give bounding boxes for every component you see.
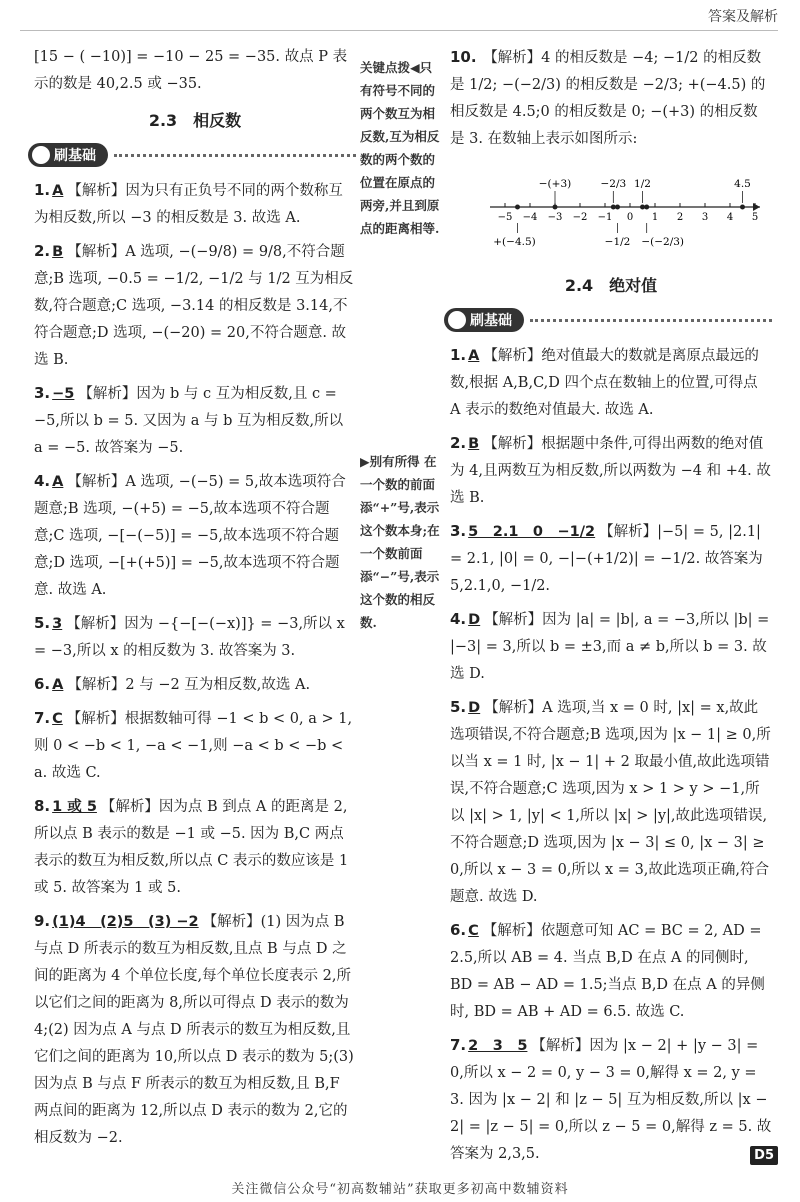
item-answer: B — [52, 244, 64, 260]
item-explanation: 【解析】因为 b 与 c 互为相反数,且 c = −5,所以 b = 5. 又因为 a 与 b 互为相反数,所以 a = −5. 故答案为 −5. — [34, 386, 344, 456]
item-answer: C — [52, 711, 63, 727]
item-answer: C — [468, 923, 479, 939]
tick-label: 4 — [726, 212, 734, 223]
item-number: 3. — [450, 522, 467, 540]
item-explanation: 【解析】A 选项, −(−5) = 5,故本选项符合题意;B 选项, −(+5) = −5,故本选项不符合题意;C 选项, −[−(−5)] = −5,故本选项不符合题意;D 选项, −[+(+5)] = −5,故本选项不符合题意. 故选 A. — [34, 474, 346, 598]
pen-icon — [448, 311, 466, 329]
item-number: 4. — [34, 472, 51, 490]
practice-badge — [444, 308, 524, 332]
item-number: 10. — [450, 48, 477, 66]
pen-icon — [32, 146, 50, 164]
item-explanation: 【解析】|−5| = 5, |2.1| = 2.1, |0| = 0, −|−(+1/2)| = −1/2. 故答案为 5,2.1,0, −1/2. — [450, 524, 763, 594]
point-marker — [740, 205, 745, 210]
side-notes — [360, 44, 444, 644]
page-header: 答案及解析 — [708, 9, 778, 25]
list-item — [34, 610, 356, 665]
point-marker — [615, 205, 620, 210]
section-title-2-3: 2.3 相反数 — [148, 111, 242, 130]
item-explanation: 【解析】依题意可知 AC = BC = 2, AD = 2.5,所以 AB = 4. 当点 B,D 在点 A 的同侧时, BD = AB − AD = 1.5;当点 B,D 在点 A 的异侧时, BD = AB + AD = 6.5. 故选 C. — [450, 923, 765, 1020]
dotted-divider — [114, 154, 356, 157]
banner-label: 刷基础 — [54, 148, 96, 164]
item-explanation: 【解析】绝对值最大的数就是离原点最远的数,根据 A,B,C,D 四个点在数轴上的位置,可得点 A 表示的数绝对值最大. 故选 A. — [450, 348, 759, 418]
item-number: 1. — [34, 181, 51, 199]
item-explanation: 【解析】因为 |x − 2| + |y − 3| = 0,所以 x − 2 = 0, y − 3 = 0,解得 x = 2, y = 3. 因为 |x − 2| 和 |z − 5| 互为相反数,所以 |x − 2| = |z − 5| = 0,所以 z − 5 = 0,解得 z = 5. 故答案为 2,3,5. — [450, 1038, 772, 1162]
item-explanation: 【解析】因为点 B 到点 A 的距离是 2,所以点 B 表示的数是 −1 或 −5. 因为 B,C 两点表示的数互为相反数,所以点 C 表示的数应该是 1 或 5. 故答案为 1 或 5. — [34, 799, 349, 896]
item-number: 2. — [34, 242, 51, 260]
list-item — [450, 342, 772, 424]
item-number: 8. — [34, 797, 51, 815]
point-label: −(+3) — [538, 178, 572, 190]
number-line-figure — [450, 159, 772, 259]
axis-arrow-icon — [753, 203, 760, 211]
practice-banner — [444, 308, 772, 332]
point-label: 4.5 — [734, 178, 751, 190]
list-item — [34, 908, 356, 1152]
item-number: 2. — [450, 434, 467, 452]
footer-notice: 关注微信公众号“初高数辅站”获取更多初高中数辅资料 — [231, 1182, 569, 1197]
tick-label: 0 — [626, 212, 634, 223]
point-label: 1/2 — [634, 178, 651, 190]
point-label: −1/2 — [604, 236, 631, 248]
tick-label: −2 — [572, 212, 588, 223]
item-number: 5. — [34, 614, 51, 632]
left-column — [34, 44, 356, 1158]
list-item — [450, 430, 772, 512]
item-explanation: 【解析】因为只有正负号不同的两个数称互为相反数,所以 −3 的相反数是 3. 故选 A. — [34, 183, 343, 226]
tick-label: −4 — [522, 212, 538, 223]
list-item — [450, 917, 772, 1026]
item-explanation: 【解析】根据数轴可得 −1 < b < 0, a > 1,则 0 < −b < 1, −a < −1,则 −a < b < −b < a. 故选 C. — [34, 711, 353, 781]
list-item — [450, 518, 772, 600]
header-divider — [20, 30, 778, 31]
item-number: 5. — [450, 698, 467, 716]
extra-note: ▶别有所得 在一个数的前面添“+”号,表示这个数本身;在一个数前面添“−”号,表示这个数的相反数. — [360, 454, 440, 630]
item-answer: 2 3 5 — [468, 1038, 528, 1054]
point-marker — [515, 205, 520, 210]
item-number: 7. — [450, 1036, 467, 1054]
dotted-divider — [530, 319, 772, 322]
list-item — [34, 380, 356, 462]
tick-label: 1 — [651, 212, 659, 223]
item-explanation: 【解析】根据题中条件,可得出两数的绝对值为 4,且两数互为相反数,所以两数为 −4 和 +4. 故选 B. — [450, 436, 771, 506]
tick-label: −1 — [597, 212, 613, 223]
tick-label: 5 — [751, 212, 759, 223]
list-item — [34, 238, 356, 374]
point-marker — [644, 205, 649, 210]
intro-text: [15 − ( −10)] = −10 − 25 = −35. 故点 P 表示的数是 40,2.5 或 −35. — [34, 49, 348, 92]
item-answer: A — [52, 183, 64, 199]
item-number: 6. — [34, 675, 51, 693]
list-item — [34, 671, 356, 699]
item-answer: B — [468, 436, 480, 452]
tick-label: 3 — [701, 212, 709, 223]
item-explanation: 【解析】因为 −{−[−(−x)]} = −3,所以 x = −3,所以 x 的相反数为 3. 故答案为 3. — [34, 616, 345, 659]
item-explanation: 【解析】因为 |a| = |b|, a = −3,所以 |b| = |−3| = 3,所以 b = ±3,而 a ≠ b,所以 b = 3. 故选 D. — [450, 612, 770, 682]
item-answer: D — [468, 700, 481, 716]
item-answer: D — [468, 612, 481, 628]
list-item — [34, 705, 356, 787]
item-number: 3. — [34, 384, 51, 402]
item-answer: 5 2.1 0 −1/2 — [468, 524, 596, 540]
point-label: +(−4.5) — [493, 236, 536, 248]
item-text: 【解析】4 的相反数是 −4; −1/2 的相反数是 1/2; −(−2/3) 的相反数是 −2/3; +(−4.5) 的相反数是 4.5;0 的相反数是 0; −(+3) 的相反数是 3. 在数轴上表示如图所示: — [450, 50, 766, 147]
list-item — [34, 177, 356, 232]
page-number: D5 — [750, 1146, 778, 1165]
key-point-note: 关键点拨◀只有符号不同的两个数互为相反数,互为相反数的两个数的位置在原点的两旁,并且到原点的距离相等. — [360, 60, 440, 236]
item-answer: 3 — [52, 616, 63, 632]
item-number: 9. — [34, 912, 51, 930]
right-column — [450, 44, 772, 1174]
list-item — [450, 44, 772, 153]
right-answer-list — [450, 342, 772, 1168]
item-answer: (1)4 (2)5 (3) −2 — [52, 914, 199, 930]
item-answer: A — [52, 474, 64, 490]
tick-label: −3 — [547, 212, 563, 223]
item-number: 4. — [450, 610, 467, 628]
left-answer-list — [34, 177, 356, 1152]
list-item — [450, 606, 772, 688]
list-item — [450, 694, 772, 911]
item-number: 7. — [34, 709, 51, 727]
point-label: −2/3 — [600, 178, 627, 190]
tick-label: 2 — [676, 212, 684, 223]
section-title-2-4: 2.4 绝对值 — [564, 276, 658, 295]
practice-badge — [28, 143, 108, 167]
list-item — [450, 1032, 772, 1168]
item-number: 1. — [450, 346, 467, 364]
item-answer: A — [52, 677, 64, 693]
item-explanation: 【解析】A 选项,当 x = 0 时, |x| = x,故此选项错误,不符合题意;B 选项,因为 |x − 1| ≥ 0,所以当 x = 1 时, |x − 1| + 2 取最小值,故此选项错误,不符合题意;C 选项,因为 x > 1 > y > −1,所以 |x| > 1, |y| < 1,所以 |x| > |y|,故此选项错误,不符合题意;D 选项,因为 |x − 3| ≤ 0, |x − 3| ≥ 0,所以 x − 3 = 0,所以 x = 3,故此选项正确,符合题意. 故选 D. — [450, 700, 771, 905]
item-answer: −5 — [52, 386, 75, 402]
item-number: 6. — [450, 921, 467, 939]
point-marker — [553, 205, 558, 210]
item-answer: A — [468, 348, 480, 364]
item-answer: 1 或 5 — [52, 799, 97, 815]
point-label: −(−2/3) — [641, 236, 685, 248]
item-explanation: 【解析】(1) 因为点 B 与点 D 所表示的数互为相反数,且点 B 与点 D 之间的距离为 4 个单位长度,每个单位长度表示 2,所以它们之间的距离为 8,所以可得点 D 表示的数为 4;(2) 因为点 A 与点 D 所表示的数互为相反数,且它们之间的距离为 10,所以点 D 表示的数为 5;(3) 因为点 B 与点 F 所表示的数互为相反数,且 B,F 两点间的距离为 12,所以点 D 表示的数为 2,它的相反数为 −2. — [34, 914, 354, 1146]
tick-label: −5 — [497, 212, 513, 223]
banner-label: 刷基础 — [470, 313, 512, 329]
list-item — [34, 793, 356, 902]
list-item — [34, 468, 356, 604]
item-explanation: 【解析】2 与 −2 互为相反数,故选 A. — [67, 677, 311, 693]
item-explanation: 【解析】A 选项, −(−9/8) = 9/8,不符合题意;B 选项, −0.5 = −1/2, −1/2 与 1/2 互为相反数,符合题意;C 选项, −3.14 的相反数是 3.14,不符合题意;D 选项, −(−20) = 20,不符合题意. 故选 B. — [34, 244, 354, 368]
practice-banner — [28, 143, 356, 167]
